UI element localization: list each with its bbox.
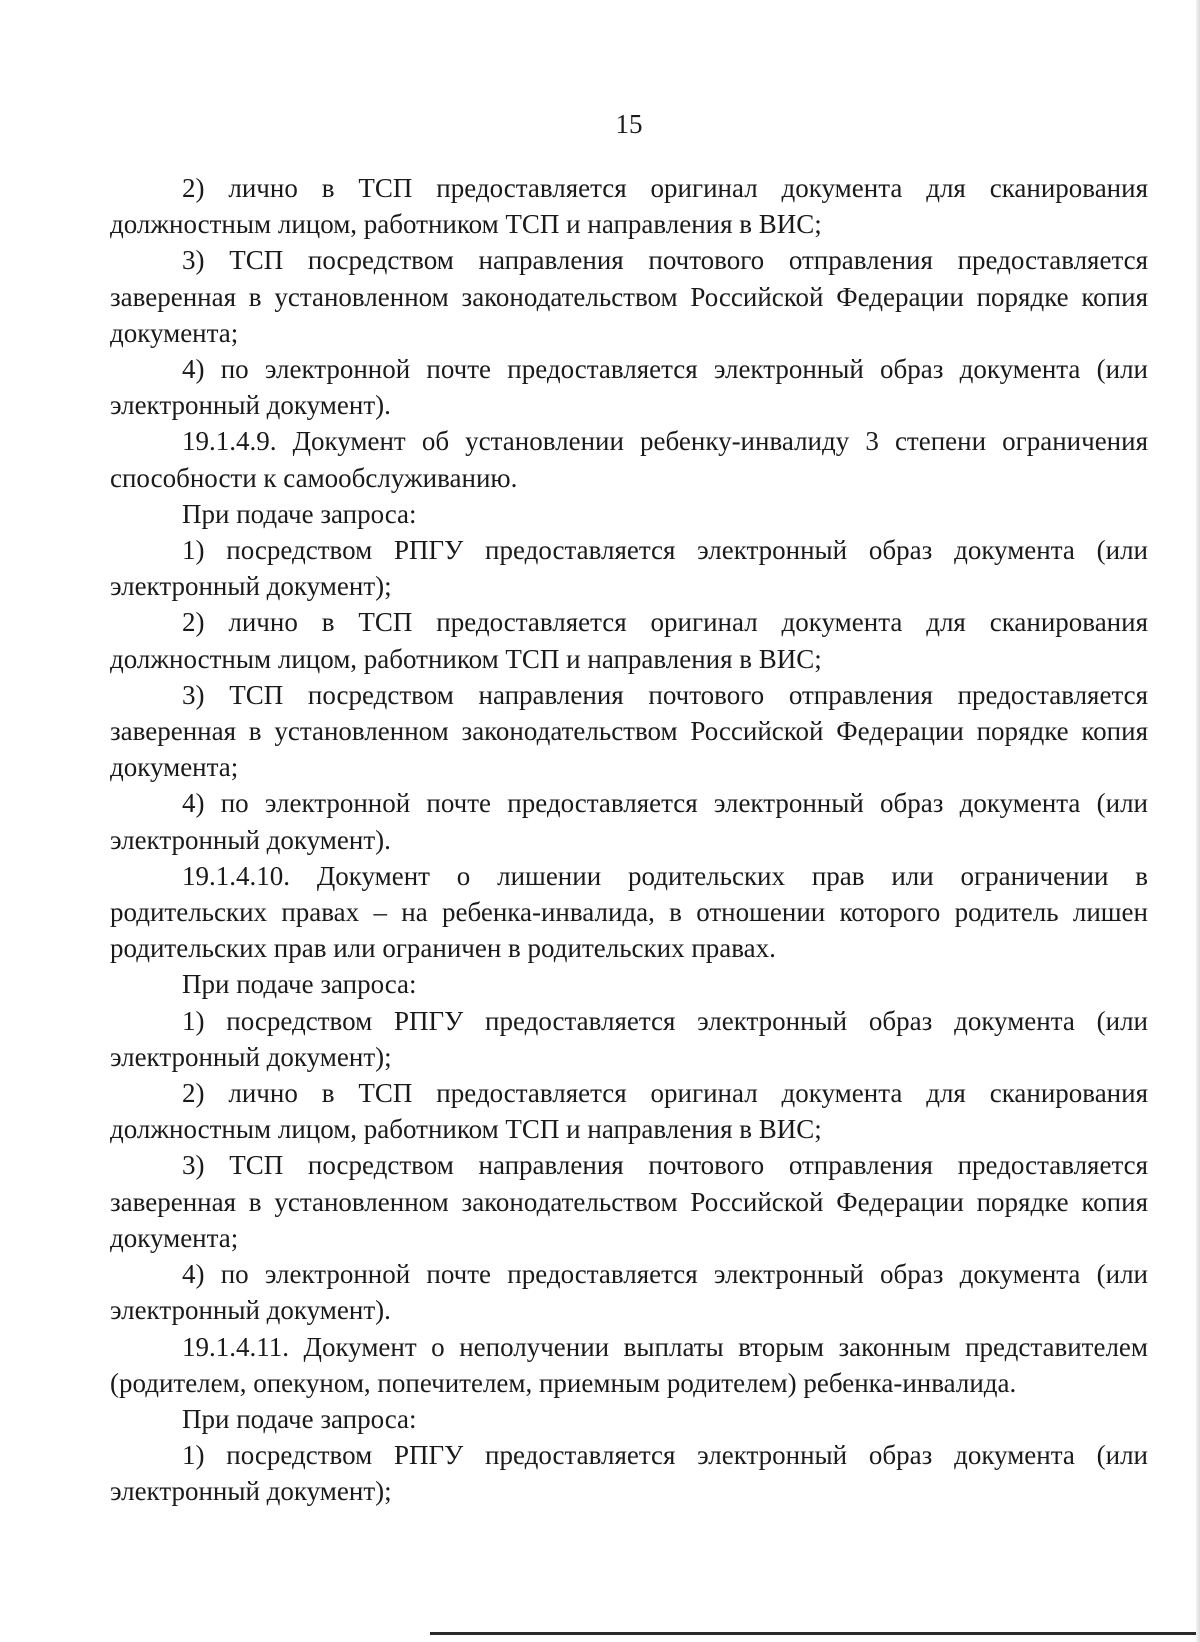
document-body [110, 170, 1148, 1510]
request-intro-1: При подаче запроса: [182, 498, 417, 529]
paragraph-3-3: 3) ТСП посредством направления почтового отправления предоставляется заверенная в установленном законодательством Российской Федерации порядке копия документа; [110, 1150, 1148, 1253]
paragraph-3-2: 3) ТСП посредством направления почтового отправления предоставляется заверенная в установленном законодательством Российской Федерации порядке копия документа; [110, 679, 1148, 783]
paragraph-2-2: 2) лично в ТСП предоставляется оригинал документа для сканирования должностным лицом, работником ТСП и направления в ВИС; [110, 607, 1148, 674]
paragraph-4-3: 4) по электронной почте предоставляется электронный образ документа (или электронный документ). [110, 1259, 1148, 1326]
scan-edge [1196, 0, 1200, 1642]
paragraph-4-1: 4) по электронной почте предоставляется электронный образ документа (или электронный документ). [110, 354, 1148, 421]
paragraph-1-2: 1) посредством РПГУ предоставляется электронный образ документа (или электронный документ); [110, 535, 1148, 602]
paragraph-3-1: 3) ТСП посредством направления почтового отправления предоставляется заверенная в установленном законодательством Российской Федерации порядке копия документа; [110, 245, 1148, 348]
paragraph-1-4: 1) посредством РПГУ предоставляется электронный образ документа (или электронный документ); [110, 1440, 1148, 1507]
paragraph-4-2: 4) по электронной почте предоставляется электронный образ документа (или электронный документ). [110, 788, 1148, 855]
bottom-rule [430, 1632, 1200, 1635]
page-number: 15 [615, 109, 643, 139]
paragraph-2-1: 2) лично в ТСП предоставляется оригинал документа для сканирования должностным лицом, работником ТСП и направления в ВИС; [110, 173, 1148, 240]
request-intro-3: При подаче запроса: [182, 1403, 417, 1434]
paragraph-2-3: 2) лично в ТСП предоставляется оригинал документа для сканирования должностным лицом, работником ТСП и направления в ВИС; [110, 1078, 1148, 1145]
section-19-1-4-11: 19.1.4.11. Документ о неполучении выплаты вторым законным представителем (родителем, опекуном, попечителем, приемным родителем) ребенка-инвалида. [110, 1331, 1148, 1398]
section-19-1-4-10: 19.1.4.10. Документ о лишении родительских прав или ограничении в родительских правах – на ребенка-инвалида, в отношении которого родитель лишен родительских прав или ограничен в родительских правах. [110, 860, 1148, 964]
paragraph-1-3: 1) посредством РПГУ предоставляется электронный образ документа (или электронный документ); [110, 1005, 1148, 1072]
section-19-1-4-9: 19.1.4.9. Документ об установлении ребенку-инвалиду 3 степени ограничения способности к самообслуживанию. [110, 426, 1148, 493]
request-intro-2: При подаче запроса: [182, 969, 417, 1000]
